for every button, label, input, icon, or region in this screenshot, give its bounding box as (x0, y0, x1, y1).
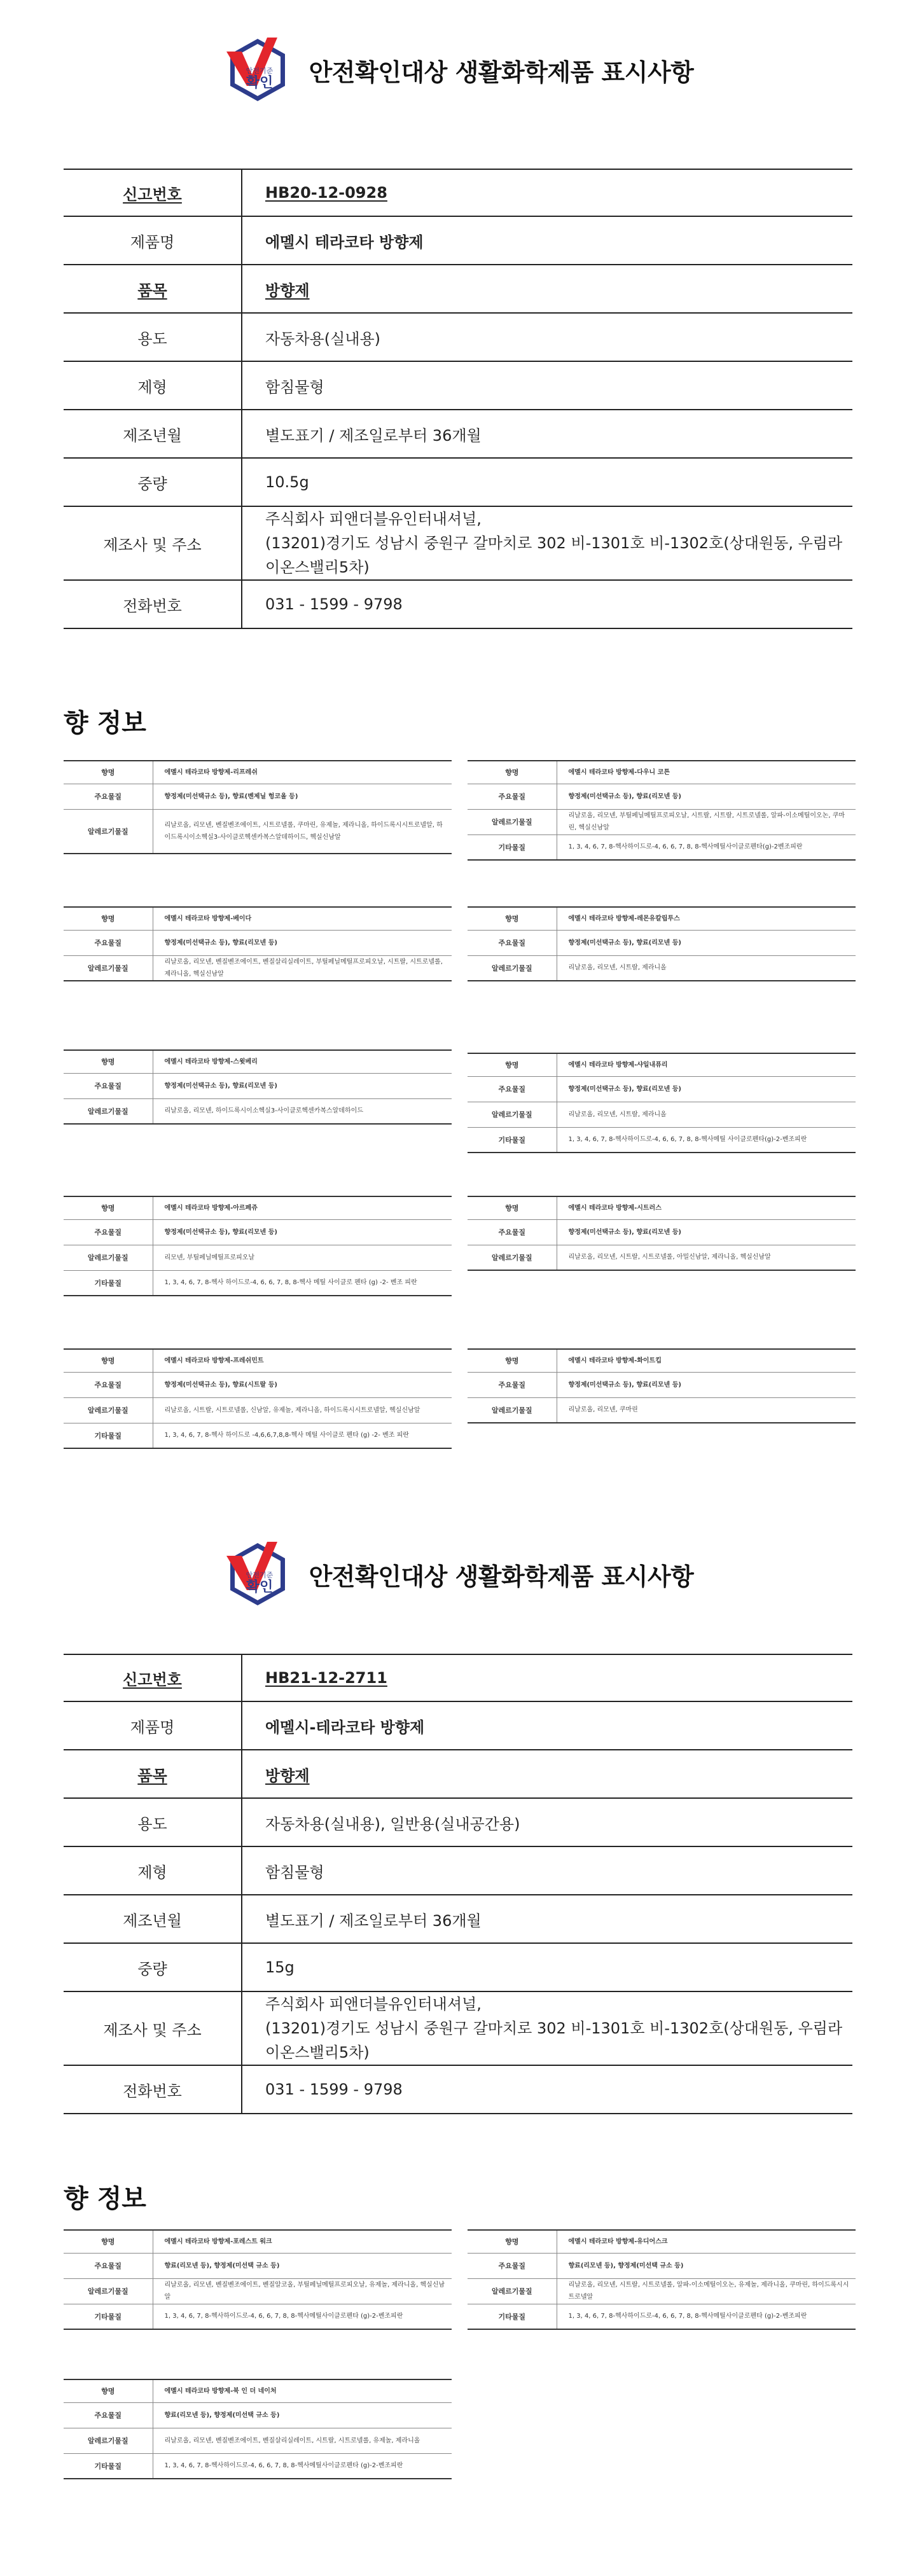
scent-name: 에멜시 테라코타 방향제-화이트킵 (557, 1349, 856, 1372)
spec-value-text: 주식회사 피앤더블유인터내셔널, (265, 1995, 482, 2013)
scent-row-value: 리날로올, 리모넨, 벤질벤조에이트, 벤질살리실레이트, 시트랄, 시트로넬롤, 유제놀, 제라니올 (153, 2428, 452, 2453)
scent-row (468, 1076, 856, 1102)
scent-row (64, 2304, 452, 2329)
scent-row-value: 향정제(미선택규소 등), 향료(리모넨 등) (557, 1076, 856, 1102)
scent-row-value: 향정제(미선택규소 등), 향료(리모넨 등) (557, 784, 856, 809)
scent-info-title: 향 정보 (64, 2184, 146, 2213)
scent-row-label: 알레르기물질 (64, 955, 153, 981)
spec-label-text: 전화번호 (123, 597, 182, 615)
scent-row-value: 1, 3, 4, 6, 7, 8-헥사 하이드로 -4,6,6,7,8,8-헥사 메틸 사이클로 펜타 (g) -2- 벤조 피란 (153, 1423, 452, 1448)
scent-table (64, 2379, 452, 2479)
spec-value (242, 410, 852, 458)
scent-info-title: 향 정보 (64, 709, 146, 738)
spec-row (64, 1991, 852, 2065)
scent-row-value: 향정제(미선택규소 등), 향료(시트랄 등) (153, 1372, 452, 1397)
scent-row (64, 1073, 452, 1098)
scent-row-label: 주요물질 (64, 2253, 153, 2278)
safety-check-logo-icon (223, 1539, 293, 1609)
scent-row-label: 주요물질 (468, 1076, 557, 1102)
scent-name: 에멜시 테라코타 방향제-리프레쉬 (153, 761, 452, 784)
spec-label-text: 품목 (137, 1766, 167, 1785)
scent-row-value: 리날로올, 리모넨, 벤질벤조에이트, 시트로넬롤, 쿠마린, 유제놀, 제라니올, 하이드록시시트로넬알, 하이드록시이소헥실3-사이클로헥센카복스알데하이드, 헥실신남알 (153, 809, 452, 854)
scent-row (468, 1397, 856, 1423)
spec-value (242, 580, 852, 628)
scent-name-row (64, 1349, 452, 1372)
spec-label (64, 1991, 242, 2065)
scent-row-label: 주요물질 (64, 930, 153, 955)
scent-row-value: 리날로올, 리모넨, 하이드록시이소헥실3-사이클로헥센카복스알데하이드 (153, 1098, 452, 1124)
spec-label-text: 제조사 및 주소 (103, 536, 202, 554)
spec-value (242, 265, 852, 313)
scent-name: 에멜시 테라코타 방향제-베이다 (153, 907, 452, 930)
scent-row-label: 기타물질 (64, 1423, 153, 1448)
spec-value (242, 216, 852, 265)
scent-row-value: 향료(리모넨 등), 향정제(미선택 규소 등) (153, 2402, 452, 2428)
spec-label-text: 중량 (137, 474, 167, 493)
spec-table (64, 1654, 852, 2114)
scent-row-label: 주요물질 (468, 930, 557, 955)
spec-row (64, 1654, 852, 1701)
scent-row-value: 향정제(미선택규소 등), 향료(리모넨 등) (153, 930, 452, 955)
scent-row (468, 955, 856, 981)
scent-name-row (64, 1196, 452, 1219)
spec-row (64, 1798, 852, 1846)
scent-row-value: 리날로올, 리모넨, 벤질벤조에이트, 벤질살리실레이트, 부틸페닐메틸프로피오날, 시트랄, 시트로넬롤, 제라니올, 헥실신남알 (153, 955, 452, 981)
scent-row-value: 리날로올, 리모넨, 부틸페닐메틸프로피오날, 시트랄, 시트랄, 시트로넬롤, 알파-이소메틸이오논, 쿠마린, 헥실신남알 (557, 809, 856, 834)
scent-table (64, 906, 452, 981)
spec-label (64, 1750, 242, 1798)
scent-table (468, 1196, 856, 1271)
scent-name-label: 향명 (64, 761, 153, 784)
spec-value (242, 1943, 852, 1991)
scent-row-label: 알레르기물질 (64, 2428, 153, 2453)
scent-name: 에멜시 테라코타 방향제-아르페쥬 (153, 1196, 452, 1219)
label-header (0, 32, 916, 108)
spec-value-text: 에멜시 테라코타 방향제 (265, 233, 424, 251)
scent-row-label: 기타물질 (64, 2453, 153, 2479)
scent-name-label: 향명 (468, 907, 557, 930)
spec-value (242, 1654, 852, 1701)
spec-row (64, 265, 852, 313)
scent-row (64, 784, 452, 809)
spec-label-text: 용도 (137, 329, 167, 348)
scent-row-label: 주요물질 (64, 1372, 153, 1397)
spec-row (64, 1701, 852, 1750)
scent-name-label: 향명 (64, 907, 153, 930)
scent-row (468, 930, 856, 955)
scent-table (64, 2229, 452, 2330)
scent-row-value: 리날로올, 리모넨, 시트랄, 제라니올 (557, 1102, 856, 1127)
spec-value-text: 별도표기 / 제조일로부터 36개월 (265, 1911, 482, 1930)
header-title: 안전확인대상 생활화학제품 표시사항 (309, 1562, 694, 1591)
scent-row (468, 784, 856, 809)
spec-value (242, 1895, 852, 1943)
scent-name-label: 향명 (468, 1053, 557, 1076)
spec-row (64, 458, 852, 506)
scent-row-label: 주요물질 (64, 1073, 153, 1098)
spec-label-text: 용도 (137, 1815, 167, 1833)
scent-row-value: 1, 3, 4, 6, 7, 8-헥사 하이드로-4, 6, 6, 7, 8, 8-헥사 메틸 사이클로 펜타 (g) -2- 벤조 피란 (153, 1270, 452, 1296)
scent-row (468, 1219, 856, 1245)
spec-label-text: 제조사 및 주소 (103, 2021, 202, 2039)
spec-row (64, 313, 852, 361)
scent-row (64, 1423, 452, 1448)
scent-name-row (64, 2379, 452, 2402)
spec-label-text: 품목 (137, 281, 167, 300)
scent-row-value: 리날로올, 리모넨, 시트랄, 제라니올 (557, 955, 856, 981)
spec-value-text: HB21-12-2711 (265, 1669, 387, 1687)
header-title: 안전확인대상 생활화학제품 표시사항 (309, 58, 694, 87)
scent-row-label: 주요물질 (64, 1219, 153, 1245)
scent-name-label: 향명 (64, 2230, 153, 2253)
scent-row-label: 기타물질 (64, 2304, 153, 2329)
scent-row-label: 알레르기물질 (64, 1397, 153, 1423)
scent-row-label: 알레르기물질 (468, 1397, 557, 1423)
scent-row-label: 주요물질 (468, 1219, 557, 1245)
spec-label (64, 1798, 242, 1846)
spec-value (242, 361, 852, 410)
scent-row-value: 1, 3, 4, 6, 7, 8-헥사하이드로-4, 6, 6, 7, 8, 8-헥사메틸사이클로펜타 (g)-2-벤조피란 (153, 2304, 452, 2329)
spec-label (64, 410, 242, 458)
scent-name-row (64, 761, 452, 784)
scent-name-label: 향명 (64, 1349, 153, 1372)
spec-label-text: 신고번호 (123, 1670, 182, 1689)
scent-table (468, 2229, 856, 2330)
scent-name: 에멜시 테라코타 방향제-레몬유칼립투스 (557, 907, 856, 930)
scent-name-row (468, 907, 856, 930)
spec-value-text: 함침물형 (265, 378, 324, 396)
spec-label (64, 313, 242, 361)
spec-row (64, 580, 852, 628)
spec-value (242, 1991, 852, 2065)
scent-row (64, 1098, 452, 1124)
scent-name: 에멜시 테라코타 방향제-프레쉬민트 (153, 1349, 452, 1372)
scent-row (468, 1245, 856, 1270)
scent-name: 에멜시 테라코타 방향제-포레스트 워크 (153, 2230, 452, 2253)
scent-row (64, 2278, 452, 2304)
scent-name-row (64, 2230, 452, 2253)
spec-label (64, 1654, 242, 1701)
spec-row (64, 1895, 852, 1943)
spec-value-text: 에멜시-테라코타 방향제 (265, 1718, 425, 1736)
logo-badge-small: 안전기준 (246, 67, 273, 75)
scent-row (64, 1397, 452, 1423)
spec-value-text: 031 - 1599 - 9798 (265, 2081, 403, 2098)
logo-badge-large: 확인 (246, 1579, 273, 1595)
spec-value (242, 1846, 852, 1895)
spec-label (64, 216, 242, 265)
spec-label-text: 제형 (137, 378, 167, 396)
scent-name: 에멜시 테라코타 방향제-북 인 더 네이처 (153, 2379, 452, 2402)
scent-row-value: 향정제(미선택규소 등), 향료(리모넨 등) (557, 930, 856, 955)
scent-row-value: 1, 3, 4, 6, 7, 8-헥사하이드로-4, 6, 6, 7, 8, 8-헥사메틸사이클로펜타 (g)-2-벤조피란 (153, 2453, 452, 2479)
scent-row-value: 향정제(미선택규소 등), 향료(리모넨 등) (153, 1073, 452, 1098)
scent-table (468, 1348, 856, 1423)
spec-label (64, 506, 242, 580)
scent-row-value: 향정제(미선택규소 등), 향료(벤제닐 헝코올 등) (153, 784, 452, 809)
scent-name-row (468, 761, 856, 784)
spec-value (242, 2065, 852, 2114)
scent-name-label: 향명 (468, 1349, 557, 1372)
spec-label (64, 1701, 242, 1750)
scent-name-row (468, 1053, 856, 1076)
spec-label (64, 169, 242, 216)
scent-row-label: 알레르기물질 (468, 2278, 557, 2304)
scent-table (64, 1196, 452, 1296)
scent-name-label: 향명 (64, 1050, 153, 1073)
scent-row (468, 834, 856, 860)
scent-row (468, 2304, 856, 2329)
spec-value-text: 15g (265, 1958, 295, 1976)
logo-badge-large: 확인 (246, 75, 273, 91)
spec-label-text: 제조년월 (123, 1911, 182, 1930)
spec-value-text: 방향제 (265, 1766, 310, 1785)
scent-name-row (64, 907, 452, 930)
scent-name-row (468, 2230, 856, 2253)
scent-row (64, 930, 452, 955)
spec-value (242, 1750, 852, 1798)
spec-label-text: 중량 (137, 1960, 167, 1978)
scent-row-label: 기타물질 (468, 2304, 557, 2329)
spec-label-text: 신고번호 (123, 185, 182, 204)
scent-row-label: 주요물질 (468, 2253, 557, 2278)
spec-label (64, 458, 242, 506)
scent-name: 에멜시 테라코타 방향제-시트러스 (557, 1196, 856, 1219)
scent-name-label: 향명 (64, 1196, 153, 1219)
spec-value (242, 1701, 852, 1750)
scent-table (468, 1053, 856, 1153)
scent-row (64, 2402, 452, 2428)
scent-row-value: 1, 3, 4, 6, 7, 8-헥사하이드로-4, 6, 6, 7, 8, 8-헥사메틸사이클로펜타 (g)-2-벤조피란 (557, 2304, 856, 2329)
spec-row (64, 216, 852, 265)
spec-label-text: 제형 (137, 1863, 167, 1881)
scent-table (64, 760, 452, 854)
spec-value (242, 169, 852, 216)
spec-value (242, 458, 852, 506)
spec-table (64, 169, 852, 629)
spec-value-text-line2: (13201)경기도 성남시 중원구 갈마치로 302 비-1301호 비-1302호(상대원동, 우림라이온스밸리5차) (265, 534, 843, 576)
scent-row-value: 향정제(미선택규소 등), 향료(리모넨 등) (557, 1372, 856, 1397)
scent-name-label: 향명 (64, 2379, 153, 2402)
scent-table (64, 1348, 452, 1449)
scent-row (64, 1270, 452, 1296)
scent-row-value: 향정제(미선택규소 등), 향료(리모넨 등) (153, 1219, 452, 1245)
scent-name-row (468, 1349, 856, 1372)
scent-table (468, 906, 856, 981)
scent-row-value: 리모넨, 부틸페닐메틸프로피오날 (153, 1245, 452, 1270)
spec-label (64, 580, 242, 628)
scent-row-label: 알레르기물질 (468, 1102, 557, 1127)
spec-row (64, 410, 852, 458)
label-header (0, 1536, 916, 1612)
spec-value (242, 313, 852, 361)
scent-row-value: 리날로올, 시트랄, 시트로넬롤, 신남알, 유제놀, 제라니올, 하이드록시시트로넬알, 헥실신남알 (153, 1397, 452, 1423)
spec-label (64, 265, 242, 313)
scent-row (64, 955, 452, 981)
spec-value-text: HB20-12-0928 (265, 184, 387, 202)
spec-row (64, 1846, 852, 1895)
spec-value (242, 1798, 852, 1846)
scent-row-label: 주요물질 (64, 2402, 153, 2428)
scent-row (468, 1127, 856, 1153)
scent-row (64, 2253, 452, 2278)
scent-row-value: 리날로올, 리모넨, 시트랄, 시트로넬롤, 알파-이소메틸이오논, 유제놀, 제라니올, 쿠마린, 하이드록시시트로넬알 (557, 2278, 856, 2304)
spec-row (64, 506, 852, 580)
spec-row (64, 1750, 852, 1798)
spec-label (64, 1846, 242, 1895)
scent-row (64, 2453, 452, 2479)
spec-value-text: 함침물형 (265, 1863, 324, 1881)
spec-value-text: 별도표기 / 제조일로부터 36개월 (265, 426, 482, 445)
spec-value-text: 자동차용(실내용), 일반용(실내공간용) (265, 1815, 520, 1833)
scent-name: 에멜시 테라코타 방향제-유디어스크 (557, 2230, 856, 2253)
spec-label-text: 전화번호 (123, 2082, 182, 2100)
scent-row (468, 1372, 856, 1397)
scent-row-label: 알레르기물질 (64, 1098, 153, 1124)
spec-value-text: 방향제 (265, 281, 310, 300)
scent-row-value: 향료(리모넨 등), 향정제(미선택 규소 등) (557, 2253, 856, 2278)
scent-name: 에멜시 테라코타 방향제-다우니 코튼 (557, 761, 856, 784)
scent-row-label: 기타물질 (468, 834, 557, 860)
scent-row (64, 1372, 452, 1397)
scent-row-label: 기타물질 (64, 1270, 153, 1296)
spec-label (64, 1895, 242, 1943)
scent-row-label: 알레르기물질 (64, 2278, 153, 2304)
scent-name-label: 향명 (468, 2230, 557, 2253)
scent-name: 에멜시 테라코타 방향제-스윗베리 (153, 1050, 452, 1073)
scent-table (468, 760, 856, 861)
spec-label-text: 제품명 (130, 1718, 175, 1736)
safety-check-logo-icon (223, 35, 293, 105)
spec-row (64, 361, 852, 410)
scent-row-label: 알레르기물질 (468, 809, 557, 834)
spec-label (64, 1943, 242, 1991)
scent-row (468, 2278, 856, 2304)
scent-row-value: 향료(리모넨 등), 향정제(미선택 규소 등) (153, 2253, 452, 2278)
scent-name-label: 향명 (468, 1196, 557, 1219)
spec-value-text: 10.5g (265, 473, 309, 491)
scent-row-value: 1, 3, 4, 6, 7, 8-헥사하이드로-4, 6, 6, 7, 8, 8-헥사메틸사이클로펜타(g)-2벤조피란 (557, 834, 856, 860)
spec-label-text: 제조년월 (123, 426, 182, 445)
scent-row-label: 알레르기물질 (468, 1245, 557, 1270)
scent-row-value: 리날로올, 리모넨, 시트랄, 시트로넬롤, 아밀신남알, 제라니올, 헥실신남알 (557, 1245, 856, 1270)
scent-row-value: 리날로올, 리모넨, 쿠마린 (557, 1397, 856, 1423)
spec-label-text: 제품명 (130, 233, 175, 251)
scent-row (64, 1219, 452, 1245)
spec-value-text-line2: (13201)경기도 성남시 중원구 갈마치로 302 비-1301호 비-1302호(상대원동, 우림라이온스밸리5차) (265, 2019, 843, 2061)
spec-row (64, 2065, 852, 2114)
scent-row-label: 알레르기물질 (64, 809, 153, 854)
scent-row (64, 2428, 452, 2453)
spec-value-text: 주식회사 피앤더블유인터내셔널, (265, 510, 482, 528)
scent-row-label: 주요물질 (64, 784, 153, 809)
scent-row (468, 2253, 856, 2278)
spec-row (64, 1943, 852, 1991)
scent-row-value: 향정제(미선택규소 등), 향료(리모넨 등) (557, 1219, 856, 1245)
spec-value-text: 031 - 1599 - 9798 (265, 595, 403, 613)
scent-row-value: 1, 3, 4, 6, 7, 8-헥사하이드로-4, 6, 6, 7, 8, 8-헥사메틸 사이클로펜타(g)-2-벤조피란 (557, 1127, 856, 1153)
scent-row-label: 기타물질 (468, 1127, 557, 1153)
spec-label (64, 361, 242, 410)
scent-row-label: 알레르기물질 (468, 955, 557, 981)
scent-row-label: 주요물질 (468, 1372, 557, 1397)
scent-table (64, 1049, 452, 1125)
logo-badge-small: 안전기준 (246, 1571, 273, 1579)
scent-row (64, 809, 452, 854)
scent-row (468, 809, 856, 834)
scent-name-row (468, 1196, 856, 1219)
spec-value-text: 자동차용(실내용) (265, 329, 381, 348)
scent-name-row (64, 1050, 452, 1073)
spec-label (64, 2065, 242, 2114)
scent-row (64, 1245, 452, 1270)
scent-row-label: 주요물질 (468, 784, 557, 809)
scent-name: 에멜시 테라코타 방향제-샤일내퓨리 (557, 1053, 856, 1076)
scent-row (468, 1102, 856, 1127)
scent-name-label: 향명 (468, 761, 557, 784)
spec-row (64, 169, 852, 216)
spec-value (242, 506, 852, 580)
scent-row-value: 리날로올, 리모넨, 벤질벤조에이트, 벤질알코올, 부틸페닐메틸프로피오날, 유제놀, 제라니올, 헥실신남알 (153, 2278, 452, 2304)
scent-row-label: 알레르기물질 (64, 1245, 153, 1270)
